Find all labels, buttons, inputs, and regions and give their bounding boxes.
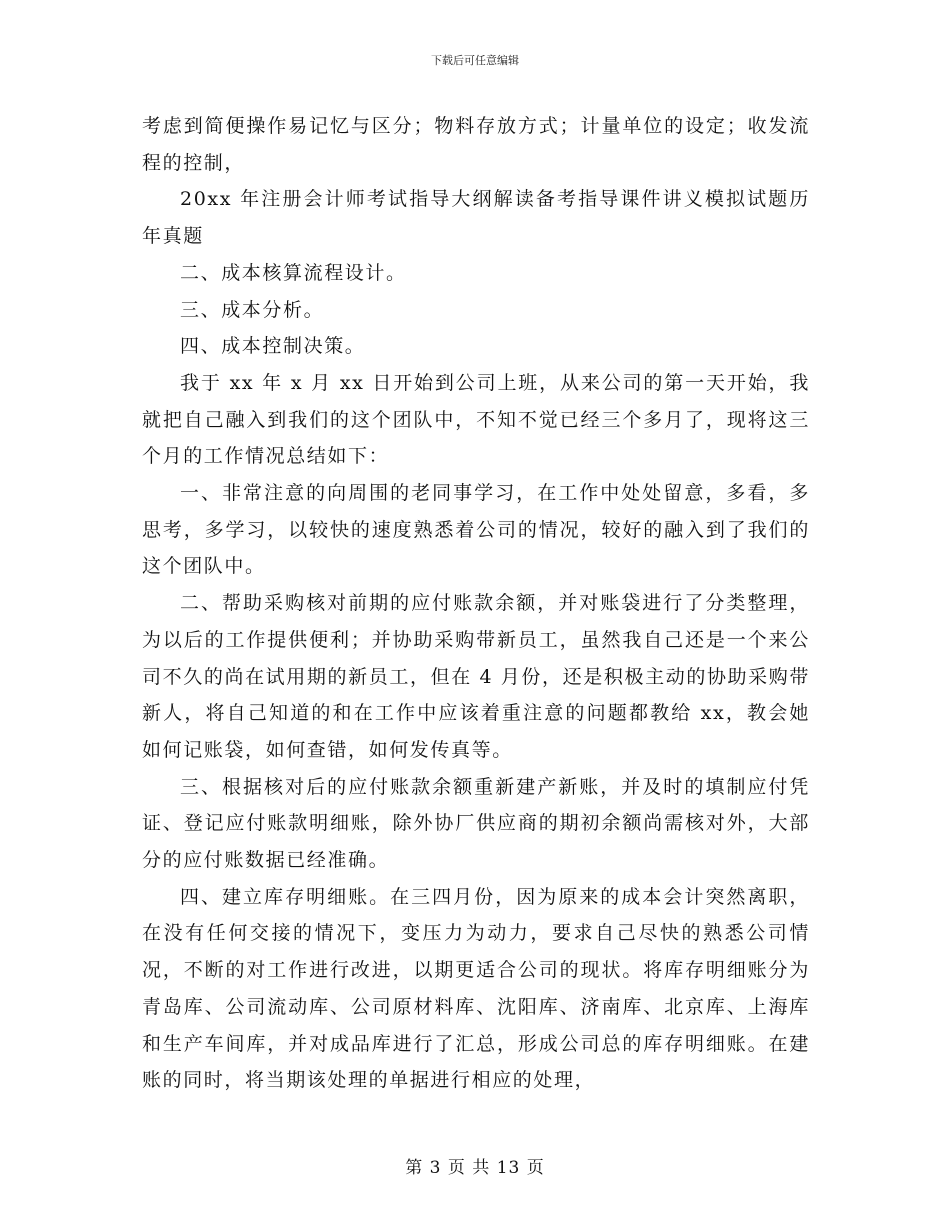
paragraph: 20xx 年注册会计师考试指导大纲解读备考指导课件讲义模拟试题历年真题 bbox=[142, 188, 810, 248]
paragraph: 四、成本控制决策。 bbox=[180, 335, 366, 358]
paragraph: 三、根据核对后的应付账款余额重新建产新账，并及时的填制应付凭证、登记应付账款明细账，除外协厂供应商的期初余额尚需核对外，大部分的应付账数据已经准确。 bbox=[142, 775, 810, 872]
page-number-footer: 第 3 页 共 13 页 bbox=[405, 1158, 545, 1178]
document-body bbox=[142, 108, 810, 1099]
page-header: 下载后可任意编辑 bbox=[431, 54, 519, 67]
paragraph: 二、成本核算流程设计。 bbox=[180, 261, 407, 284]
paragraph: 三、成本分析。 bbox=[180, 298, 325, 321]
paragraph: 考虑到简便操作易记忆与区分；物料存放方式；计量单位的设定；收发流程的控制， bbox=[142, 115, 810, 174]
paragraph: 一、非常注意的向周围的老同事学习，在工作中处处留意，多看，多思考，多学习，以较快的速度熟悉着公司的情况，较好的融入到了我们的这个团队中。 bbox=[142, 482, 810, 578]
paragraph: 我于 xx 年 x 月 xx 日开始到公司上班，从来公司的第一天开始，我就把自己融入到我们的这个团队中，不知不觉已经三个多月了，现将这三个月的工作情况总结如下： bbox=[142, 371, 810, 468]
paragraph: 二、帮助采购核对前期的应付账款余额，并对账袋进行了分类整理，为以后的工作提供便利；并协助采购带新员工，虽然我自己还是一个来公司不久的尚在试用期的新员工，但在 4 月份，还是积极主动的协助采购带新人，将自己知道的和在工作中应该着重注意的问题都教给 xx，教会她如何记账袋，如何查错，如何发传真等。 bbox=[142, 592, 810, 761]
paragraph: 四、建立库存明细账。在三四月份，因为原来的成本会计突然离职，在没有任何交接的情况下，变压力为动力，要求自己尽快的熟悉公司情况，不断的对工作进行改进，以期更适合公司的现状。将库存明细账分为青岛库、公司流动库、公司原材料库、沈阳库、济南库、北京库、上海库和生产车间库，并对成品库进行了汇总，形成公司总的库存明细账。在建账的同时，将当期该处理的单据进行相应的处理， bbox=[142, 885, 810, 1092]
